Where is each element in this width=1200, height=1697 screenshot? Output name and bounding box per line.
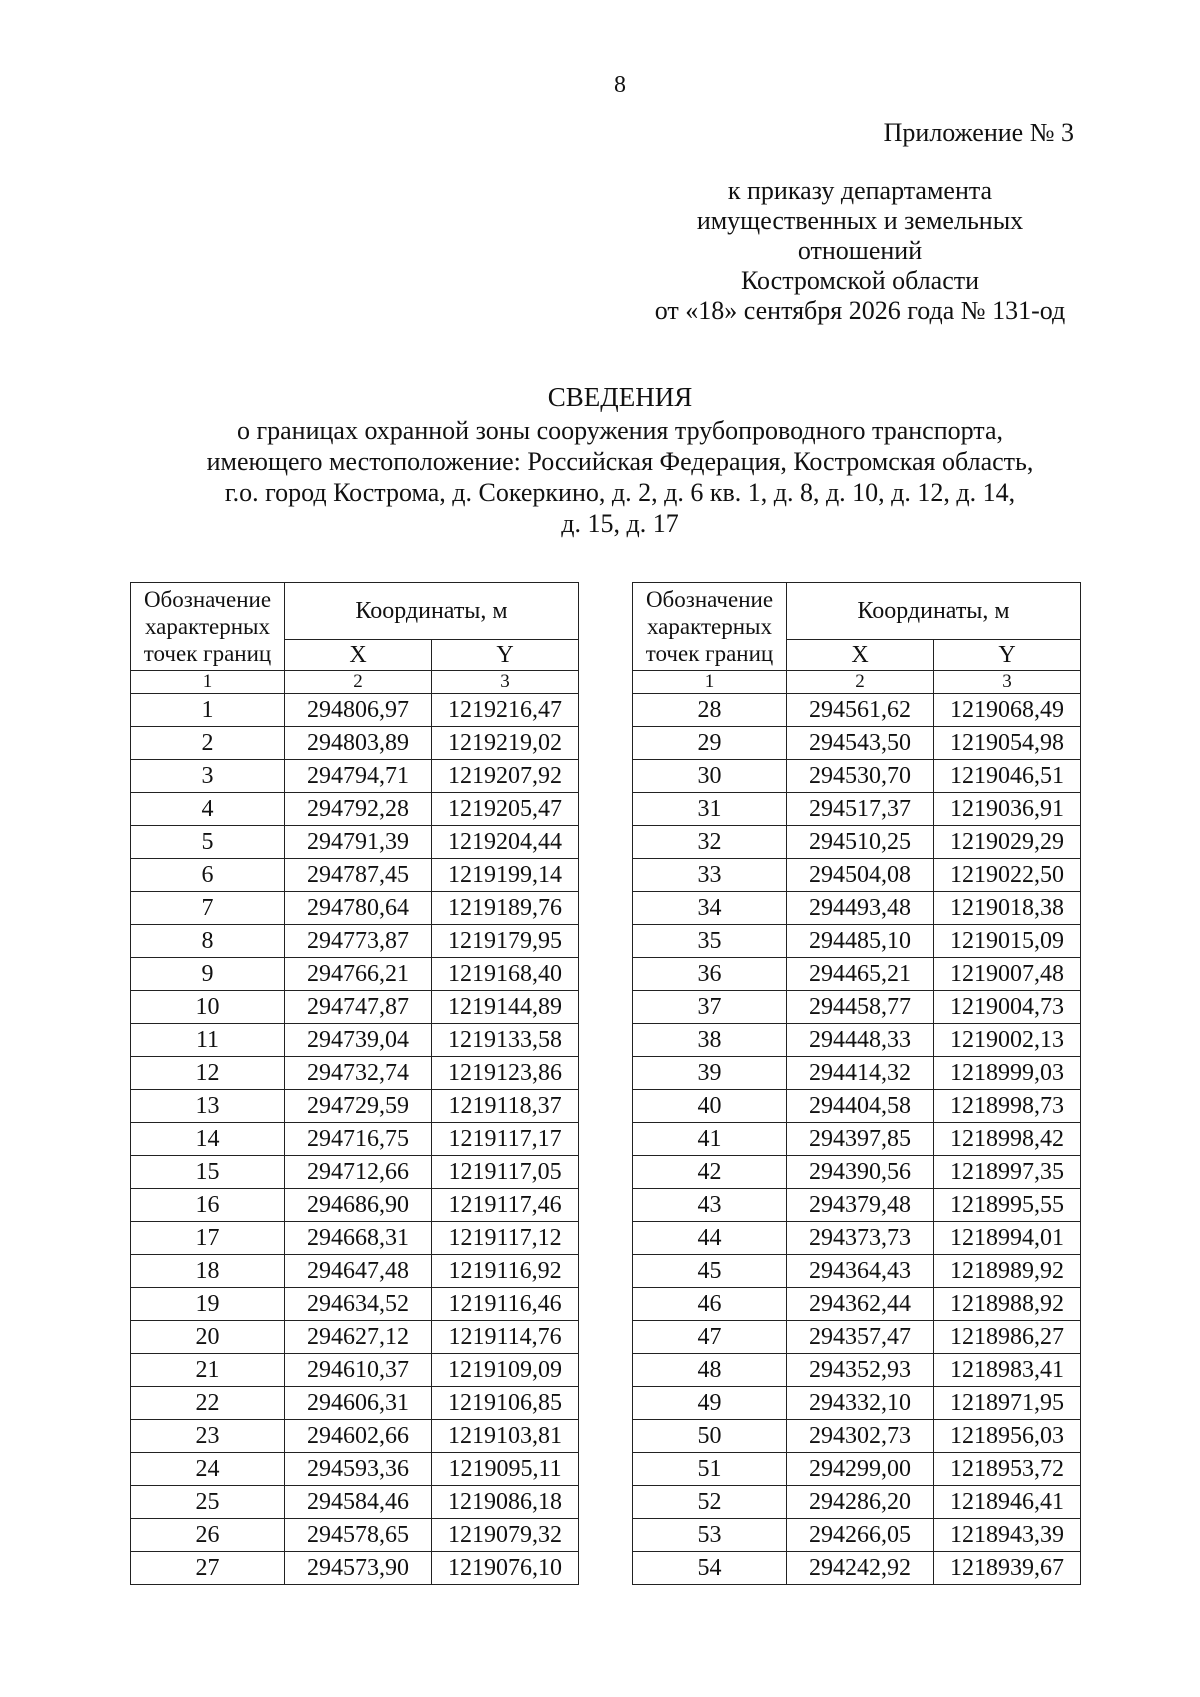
point-id-cell: 1	[131, 694, 285, 727]
y-coordinate-cell: 1218999,03	[934, 1057, 1081, 1090]
column-number: 3	[432, 671, 579, 694]
table-row	[633, 859, 1081, 892]
table-row	[131, 1486, 579, 1519]
table-row	[131, 793, 579, 826]
y-coordinate-cell: 1219144,89	[432, 991, 579, 1024]
y-coordinate-cell: 1218956,03	[934, 1420, 1081, 1453]
y-coordinate-cell: 1219117,12	[432, 1222, 579, 1255]
table-row	[131, 1222, 579, 1255]
table-row	[633, 925, 1081, 958]
x-coordinate-cell: 294458,77	[787, 991, 934, 1024]
x-coordinate-cell: 294364,43	[787, 1255, 934, 1288]
x-coordinate-cell: 294332,10	[787, 1387, 934, 1420]
point-id-cell: 8	[131, 925, 285, 958]
table-row	[131, 1288, 579, 1321]
y-coordinate-cell: 1219076,10	[432, 1552, 579, 1585]
point-id-cell: 43	[633, 1189, 787, 1222]
y-coordinate-cell: 1219116,92	[432, 1255, 579, 1288]
y-coordinate-cell: 1218939,67	[934, 1552, 1081, 1585]
table-row	[633, 1321, 1081, 1354]
y-coordinate-cell: 1219216,47	[432, 694, 579, 727]
table-row	[131, 1024, 579, 1057]
y-coordinate-cell: 1219068,49	[934, 694, 1081, 727]
point-id-cell: 41	[633, 1123, 787, 1156]
x-coordinate-cell: 294390,56	[787, 1156, 934, 1189]
coordinates-table-left	[130, 582, 579, 1585]
table-row	[131, 1090, 579, 1123]
x-coordinate-cell: 294610,37	[285, 1354, 432, 1387]
table-row	[633, 694, 1081, 727]
table-row	[131, 1057, 579, 1090]
y-coordinate-cell: 1219018,38	[934, 892, 1081, 925]
y-coordinate-cell: 1219004,73	[934, 991, 1081, 1024]
table-row	[633, 1387, 1081, 1420]
x-coordinate-cell: 294504,08	[787, 859, 934, 892]
y-coordinate-cell: 1219114,76	[432, 1321, 579, 1354]
x-coordinate-cell: 294578,65	[285, 1519, 432, 1552]
point-id-cell: 30	[633, 760, 787, 793]
table-row	[633, 1123, 1081, 1156]
y-coordinate-cell: 1219168,40	[432, 958, 579, 991]
point-id-cell: 36	[633, 958, 787, 991]
table-row	[131, 1519, 579, 1552]
table-row	[633, 1222, 1081, 1255]
x-coordinate-cell: 294712,66	[285, 1156, 432, 1189]
y-coordinate-cell: 1218971,95	[934, 1387, 1081, 1420]
table-row	[633, 1420, 1081, 1453]
x-coordinate-cell: 294543,50	[787, 727, 934, 760]
table-row	[633, 991, 1081, 1024]
x-coordinate-cell: 294299,00	[787, 1453, 934, 1486]
table-row	[131, 694, 579, 727]
point-id-cell: 22	[131, 1387, 285, 1420]
table-row	[131, 925, 579, 958]
point-id-cell: 49	[633, 1387, 787, 1420]
table-row	[131, 826, 579, 859]
y-coordinate-cell: 1219133,58	[432, 1024, 579, 1057]
x-coordinate-cell: 294302,73	[787, 1420, 934, 1453]
x-coordinate-cell: 294573,90	[285, 1552, 432, 1585]
table-row	[131, 1420, 579, 1453]
point-id-cell: 26	[131, 1519, 285, 1552]
y-coordinate-cell: 1218998,73	[934, 1090, 1081, 1123]
y-coordinate-cell: 1218953,72	[934, 1453, 1081, 1486]
y-coordinate-cell: 1219207,92	[432, 760, 579, 793]
document-heading	[0, 382, 1200, 539]
x-coordinate-cell: 294530,70	[787, 760, 934, 793]
column-number: 2	[285, 671, 432, 694]
table-row	[131, 892, 579, 925]
table-row	[633, 1024, 1081, 1057]
point-id-cell: 5	[131, 826, 285, 859]
y-header: Y	[432, 640, 579, 671]
table-row	[131, 1387, 579, 1420]
y-coordinate-cell: 1218946,41	[934, 1486, 1081, 1519]
table-row	[633, 1453, 1081, 1486]
point-id-cell: 20	[131, 1321, 285, 1354]
point-id-cell: 19	[131, 1288, 285, 1321]
y-coordinate-cell: 1219007,48	[934, 958, 1081, 991]
x-coordinate-cell: 294747,87	[285, 991, 432, 1024]
table-row	[131, 727, 579, 760]
point-id-cell: 11	[131, 1024, 285, 1057]
x-coordinate-cell: 294242,92	[787, 1552, 934, 1585]
x-coordinate-cell: 294286,20	[787, 1486, 934, 1519]
x-coordinate-cell: 294766,21	[285, 958, 432, 991]
point-id-cell: 48	[633, 1354, 787, 1387]
point-id-header: Обозначение характерных точек границ	[131, 583, 285, 671]
point-id-cell: 29	[633, 727, 787, 760]
x-coordinate-cell: 294510,25	[787, 826, 934, 859]
y-coordinate-cell: 1219117,05	[432, 1156, 579, 1189]
y-coordinate-cell: 1219015,09	[934, 925, 1081, 958]
point-id-cell: 12	[131, 1057, 285, 1090]
point-id-cell: 4	[131, 793, 285, 826]
y-coordinate-cell: 1219079,32	[432, 1519, 579, 1552]
x-coordinate-cell: 294584,46	[285, 1486, 432, 1519]
x-coordinate-cell: 294627,12	[285, 1321, 432, 1354]
x-coordinate-cell: 294739,04	[285, 1024, 432, 1057]
point-id-cell: 16	[131, 1189, 285, 1222]
table-row	[131, 1123, 579, 1156]
x-coordinate-cell: 294803,89	[285, 727, 432, 760]
point-id-cell: 35	[633, 925, 787, 958]
y-coordinate-cell: 1219109,09	[432, 1354, 579, 1387]
table-row	[633, 826, 1081, 859]
coordinates-header: Координаты, м	[787, 583, 1081, 640]
point-id-cell: 17	[131, 1222, 285, 1255]
point-id-cell: 50	[633, 1420, 787, 1453]
y-coordinate-cell: 1218943,39	[934, 1519, 1081, 1552]
point-id-cell: 21	[131, 1354, 285, 1387]
x-coordinate-cell: 294397,85	[787, 1123, 934, 1156]
table-row	[633, 892, 1081, 925]
x-coordinate-cell: 294729,59	[285, 1090, 432, 1123]
point-id-cell: 32	[633, 826, 787, 859]
y-coordinate-cell: 1219116,46	[432, 1288, 579, 1321]
x-coordinate-cell: 294792,28	[285, 793, 432, 826]
table-row	[633, 793, 1081, 826]
point-id-cell: 53	[633, 1519, 787, 1552]
order-line: к приказу департамента	[727, 176, 993, 205]
order-reference	[560, 176, 1160, 326]
point-id-cell: 13	[131, 1090, 285, 1123]
table-row	[633, 1288, 1081, 1321]
x-coordinate-cell: 294465,21	[787, 958, 934, 991]
point-id-cell: 2	[131, 727, 285, 760]
appendix-title: Приложение № 3	[883, 118, 1074, 147]
point-id-cell: 7	[131, 892, 285, 925]
table-row	[131, 1321, 579, 1354]
point-id-header: Обозначение характерных точек границ	[633, 583, 787, 671]
point-id-cell: 47	[633, 1321, 787, 1354]
table-row	[131, 760, 579, 793]
table-row	[131, 1255, 579, 1288]
table-row	[633, 1057, 1081, 1090]
x-coordinate-cell: 294787,45	[285, 859, 432, 892]
x-coordinate-cell: 294686,90	[285, 1189, 432, 1222]
point-id-cell: 6	[131, 859, 285, 892]
y-coordinate-cell: 1218998,42	[934, 1123, 1081, 1156]
point-id-cell: 51	[633, 1453, 787, 1486]
coordinates-header: Координаты, м	[285, 583, 579, 640]
column-number: 3	[934, 671, 1081, 694]
y-coordinate-cell: 1218986,27	[934, 1321, 1081, 1354]
point-id-cell: 24	[131, 1453, 285, 1486]
point-id-cell: 54	[633, 1552, 787, 1585]
coordinates-table-right	[632, 582, 1081, 1585]
order-line: отношений	[797, 236, 923, 265]
y-coordinate-cell: 1218983,41	[934, 1354, 1081, 1387]
document-subtitle-line: д. 15, д. 17	[561, 509, 679, 538]
table-row	[131, 859, 579, 892]
x-coordinate-cell: 294647,48	[285, 1255, 432, 1288]
y-coordinate-cell: 1219046,51	[934, 760, 1081, 793]
document-subtitle-line: г.о. город Кострома, д. Сокеркино, д. 2, д. 6 кв. 1, д. 8, д. 10, д. 12, д. 14,	[224, 478, 1016, 507]
point-id-cell: 37	[633, 991, 787, 1024]
y-coordinate-cell: 1219002,13	[934, 1024, 1081, 1057]
point-id-cell: 28	[633, 694, 787, 727]
column-number: 1	[131, 671, 285, 694]
x-coordinate-cell: 294266,05	[787, 1519, 934, 1552]
point-id-cell: 25	[131, 1486, 285, 1519]
point-id-cell: 3	[131, 760, 285, 793]
point-id-cell: 38	[633, 1024, 787, 1057]
y-coordinate-cell: 1219054,98	[934, 727, 1081, 760]
x-coordinate-cell: 294485,10	[787, 925, 934, 958]
table-row	[633, 1552, 1081, 1585]
table-row	[633, 1156, 1081, 1189]
point-id-cell: 27	[131, 1552, 285, 1585]
order-line: от «18» сентября 2026 года № 131-од	[654, 296, 1066, 325]
table-row	[633, 1189, 1081, 1222]
document-title: СВЕДЕНИЯ	[547, 382, 693, 412]
y-coordinate-cell: 1219117,17	[432, 1123, 579, 1156]
table-row	[131, 991, 579, 1024]
y-coordinate-cell: 1219103,81	[432, 1420, 579, 1453]
x-coordinate-cell: 294404,58	[787, 1090, 934, 1123]
x-coordinate-cell: 294493,48	[787, 892, 934, 925]
y-coordinate-cell: 1218989,92	[934, 1255, 1081, 1288]
point-id-cell: 34	[633, 892, 787, 925]
x-coordinate-cell: 294414,32	[787, 1057, 934, 1090]
table-row	[131, 1189, 579, 1222]
point-id-cell: 46	[633, 1288, 787, 1321]
point-id-cell: 40	[633, 1090, 787, 1123]
x-coordinate-cell: 294561,62	[787, 694, 934, 727]
x-coordinate-cell: 294668,31	[285, 1222, 432, 1255]
table-row	[131, 958, 579, 991]
x-coordinate-cell: 294517,37	[787, 793, 934, 826]
table-row	[633, 1255, 1081, 1288]
table-row	[633, 1519, 1081, 1552]
table-row	[633, 727, 1081, 760]
x-coordinate-cell: 294773,87	[285, 925, 432, 958]
x-header: X	[285, 640, 432, 671]
x-coordinate-cell: 294806,97	[285, 694, 432, 727]
y-coordinate-cell: 1219204,44	[432, 826, 579, 859]
x-header: X	[787, 640, 934, 671]
order-line: имущественных и земельных	[696, 206, 1024, 235]
x-coordinate-cell: 294780,64	[285, 892, 432, 925]
x-coordinate-cell: 294593,36	[285, 1453, 432, 1486]
x-coordinate-cell: 294716,75	[285, 1123, 432, 1156]
y-coordinate-cell: 1219219,02	[432, 727, 579, 760]
table-row	[633, 958, 1081, 991]
point-id-cell: 15	[131, 1156, 285, 1189]
y-coordinate-cell: 1219095,11	[432, 1453, 579, 1486]
page-number: 8	[614, 72, 626, 98]
y-coordinate-cell: 1219199,14	[432, 859, 579, 892]
y-coordinate-cell: 1219086,18	[432, 1486, 579, 1519]
y-coordinate-cell: 1218997,35	[934, 1156, 1081, 1189]
column-number: 1	[633, 671, 787, 694]
point-id-cell: 44	[633, 1222, 787, 1255]
point-id-cell: 14	[131, 1123, 285, 1156]
y-coordinate-cell: 1219118,37	[432, 1090, 579, 1123]
column-number: 2	[787, 671, 934, 694]
point-id-cell: 9	[131, 958, 285, 991]
point-id-cell: 18	[131, 1255, 285, 1288]
point-id-cell: 31	[633, 793, 787, 826]
y-coordinate-cell: 1219205,47	[432, 793, 579, 826]
y-coordinate-cell: 1219036,91	[934, 793, 1081, 826]
point-id-cell: 42	[633, 1156, 787, 1189]
table-row	[131, 1453, 579, 1486]
x-coordinate-cell: 294794,71	[285, 760, 432, 793]
x-coordinate-cell: 294373,73	[787, 1222, 934, 1255]
x-coordinate-cell: 294352,93	[787, 1354, 934, 1387]
table-row	[633, 1090, 1081, 1123]
y-coordinate-cell: 1219179,95	[432, 925, 579, 958]
table-row	[131, 1354, 579, 1387]
document-subtitle-line: имеющего местоположение: Российская Федерация, Костромская область,	[206, 447, 1034, 476]
document-subtitle-line: о границах охранной зоны сооружения трубопроводного транспорта,	[236, 416, 1004, 445]
table-row	[131, 1552, 579, 1585]
table-row	[633, 1486, 1081, 1519]
point-id-cell: 33	[633, 859, 787, 892]
x-coordinate-cell: 294634,52	[285, 1288, 432, 1321]
point-id-cell: 45	[633, 1255, 787, 1288]
y-coordinate-cell: 1219189,76	[432, 892, 579, 925]
y-coordinate-cell: 1219022,50	[934, 859, 1081, 892]
y-coordinate-cell: 1218994,01	[934, 1222, 1081, 1255]
x-coordinate-cell: 294602,66	[285, 1420, 432, 1453]
x-coordinate-cell: 294379,48	[787, 1189, 934, 1222]
y-header: Y	[934, 640, 1081, 671]
point-id-cell: 39	[633, 1057, 787, 1090]
y-coordinate-cell: 1219106,85	[432, 1387, 579, 1420]
order-line: Костромской области	[740, 266, 980, 295]
x-coordinate-cell: 294606,31	[285, 1387, 432, 1420]
x-coordinate-cell: 294732,74	[285, 1057, 432, 1090]
x-coordinate-cell: 294791,39	[285, 826, 432, 859]
table-row	[633, 1354, 1081, 1387]
x-coordinate-cell: 294357,47	[787, 1321, 934, 1354]
x-coordinate-cell: 294448,33	[787, 1024, 934, 1057]
point-id-cell: 10	[131, 991, 285, 1024]
point-id-cell: 23	[131, 1420, 285, 1453]
point-id-cell: 52	[633, 1486, 787, 1519]
x-coordinate-cell: 294362,44	[787, 1288, 934, 1321]
table-row	[633, 760, 1081, 793]
table-row	[131, 1156, 579, 1189]
y-coordinate-cell: 1219117,46	[432, 1189, 579, 1222]
y-coordinate-cell: 1218995,55	[934, 1189, 1081, 1222]
y-coordinate-cell: 1219123,86	[432, 1057, 579, 1090]
y-coordinate-cell: 1218988,92	[934, 1288, 1081, 1321]
y-coordinate-cell: 1219029,29	[934, 826, 1081, 859]
